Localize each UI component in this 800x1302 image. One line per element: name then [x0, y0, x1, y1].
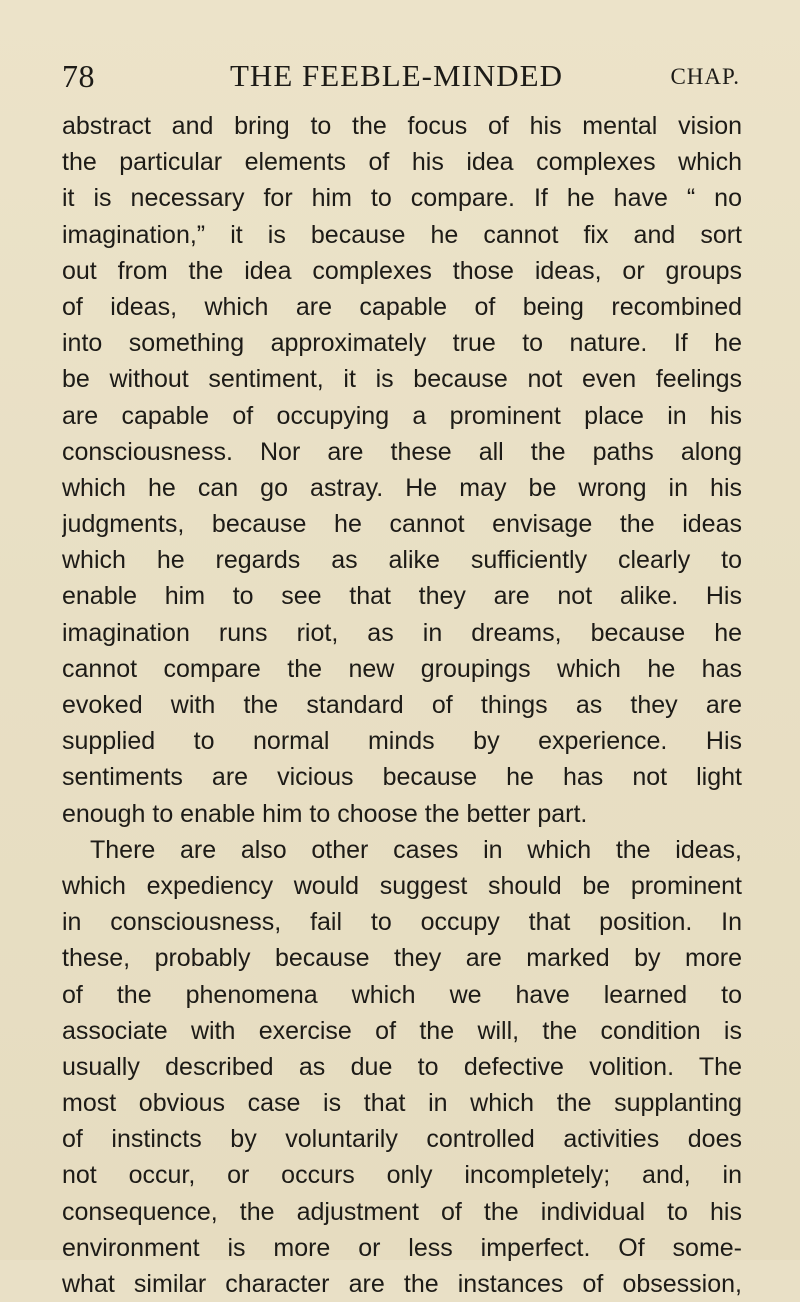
text-line: associate with exercise of the will, the condition is [62, 1016, 742, 1045]
text-line: abstract and bring to the focus of his mental vision [62, 112, 742, 140]
text-line-paragraph-start: There are also other cases in which the ideas, [90, 835, 742, 864]
text-line: it is necessary for him to compare. If he have “ no [62, 184, 742, 213]
text-line: of instincts by voluntarily controlled activities does [62, 1125, 742, 1154]
text-line: of the phenomena which we have learned to [62, 980, 742, 1009]
text-line: which he can go astray. He may be wrong in his [62, 473, 742, 502]
text-line: usually described as due to defective volition. The [62, 1052, 742, 1081]
text-line: which expediency would suggest should be prominent [62, 871, 742, 900]
text-line: cannot compare the new groupings which he has [62, 654, 742, 683]
text-line: consciousness. Nor are these all the paths along [62, 437, 742, 466]
text-line: sentiments are vicious because he has not light [62, 763, 742, 792]
text-line: of ideas, which are capable of being recombined [62, 292, 742, 321]
text-line: enable him to see that they are not alike. His [62, 582, 742, 611]
text-line: evoked with the standard of things as they are [62, 691, 742, 719]
text-line: most obvious case is that in which the supplanting [62, 1089, 742, 1118]
text-line-paragraph-end: enough to enable him to choose the better part. [62, 799, 588, 828]
text-line: imagination runs riot, as in dreams, because he [62, 618, 742, 647]
chapter-label: CHAP. [670, 64, 740, 89]
page-number: 78 [62, 58, 95, 94]
text-line: supplied to normal minds by experience. His [62, 727, 742, 756]
text-line: out from the idea complexes those ideas, or groups [62, 256, 742, 285]
text-line: judgments, because he cannot envisage the ideas [62, 510, 742, 539]
text-line: what similar character are the instances of obsession, [62, 1270, 742, 1298]
text-line: consequence, the adjustment of the individual to his [62, 1197, 742, 1226]
text-line: which he regards as alike sufficiently clearly to [62, 546, 742, 575]
body-text [62, 108, 742, 1302]
text-line: the particular elements of his idea complexes which [62, 148, 742, 177]
text-line: into something approximately true to nature. If he [62, 329, 742, 358]
text-line: in consciousness, fail to occupy that position. In [62, 908, 742, 937]
text-line: be without sentiment, it is because not even feelings [62, 365, 742, 394]
text-line: these, probably because they are marked by more [62, 944, 742, 973]
text-line: environment is more or less imperfect. Of some- [62, 1233, 742, 1262]
running-title: THE FEEBLE-MINDED [230, 58, 563, 93]
text-line: are capable of occupying a prominent place in his [62, 401, 742, 430]
running-head [62, 58, 740, 98]
text-line: not occur, or occurs only incompletely; and, in [62, 1161, 742, 1190]
text-line: imagination,” it is because he cannot fix and sort [62, 220, 742, 249]
